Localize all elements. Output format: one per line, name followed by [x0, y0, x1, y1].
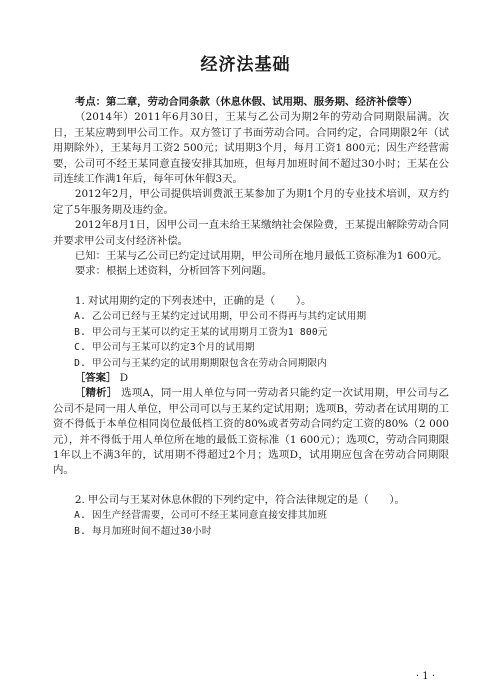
case-paragraph-5: 要求：根据上述资料，分析回答下列问题。 — [74, 265, 273, 278]
answer-label: ［答案］ — [74, 371, 117, 384]
document-title: 经济法基础 — [200, 55, 291, 75]
case-paragraph-3: 2012年8月1日，因甲公司一直未给王某缴纳社会保险费，王某提出解除劳动合同并要求甲公司支付经济补偿。 — [53, 219, 449, 247]
document-body — [53, 95, 449, 539]
case-paragraph-2: 2012年2月，甲公司提供培训费派王某参加了为期1个月的专业技术培训，双方约定了5年服务期及违约金。 — [53, 188, 449, 216]
question-1-option-c: C. 甲公司与王某可以约定3个月的试用期 — [74, 342, 255, 354]
question-1-stem: 1. 对试用期约定的下列表述中，正确的是（ ）。 — [74, 294, 312, 307]
question-1-analysis — [53, 386, 449, 478]
question-1-option-a: A. 乙公司已经与王某约定过试用期，甲公司不得再与其约定试用期 — [74, 311, 367, 323]
case-paragraph-4: 已知：王某与乙公司已约定过试用期，甲公司所在地月最低工资标准为1 600元。 — [74, 250, 448, 263]
analysis-text: 选项A，同一用人单位与同一劳动者只能约定一次试用期，甲公司与乙公司不是同一用人单位，甲公司可以与王某约定试用期；选项B，劳动者在试用期的工资不得低于本单位相同岗位最低档工资的80%或者劳动合同约定工资的80%（2 000元），并不得低于用人单位所在地的最低工资标准（1 600元）；选项C，劳动合同期限1年以上不满3年的，试用期不得超过2个月；选项D，试用期应包含在劳动合同期限内。 — [53, 387, 449, 477]
question-2-stem: 2. 甲公司与王某对休息休假的下列约定中，符合法律规定的是（ ）。 — [74, 493, 405, 506]
page-number: · 1 · — [415, 671, 435, 682]
case-paragraph-1: （2014年）2011年6月30日，王某与乙公司为期2年的劳动合同期限届满。次日，王某应聘到甲公司工作。双方签订了书面劳动合同。合同约定，合同期限2年（试用期除外），王某每月工资2 500元；试用期3个月，每月工资1 800元；因生产经营需要，公司可不经王某同意直接安排其加班，但每月加班时间不超过30小时；王某在公司连续工作满1年后，每年可休年假3天。 — [53, 111, 449, 186]
question-1-answer — [53, 371, 449, 386]
question-2-option-a: A. 因生产经营需要，公司可不经王某同意直接安排其加班 — [74, 510, 328, 522]
analysis-label: ［精析］ — [74, 387, 118, 400]
answer-value: D — [119, 371, 129, 384]
question-1-option-d: D. 甲公司与王某约定的试用期期限包含在劳动合同期限内 — [74, 357, 328, 369]
question-1-option-b: B. 甲公司与王某可以约定王某的试用期月工资为1 800元 — [74, 326, 328, 338]
question-2-option-b: B. 每月加班时间不超过30小时 — [74, 525, 212, 537]
kaodian-heading: 考点：第二章，劳动合同条款（休息休假、试用期、服务期、经济补偿等） — [74, 96, 418, 108]
